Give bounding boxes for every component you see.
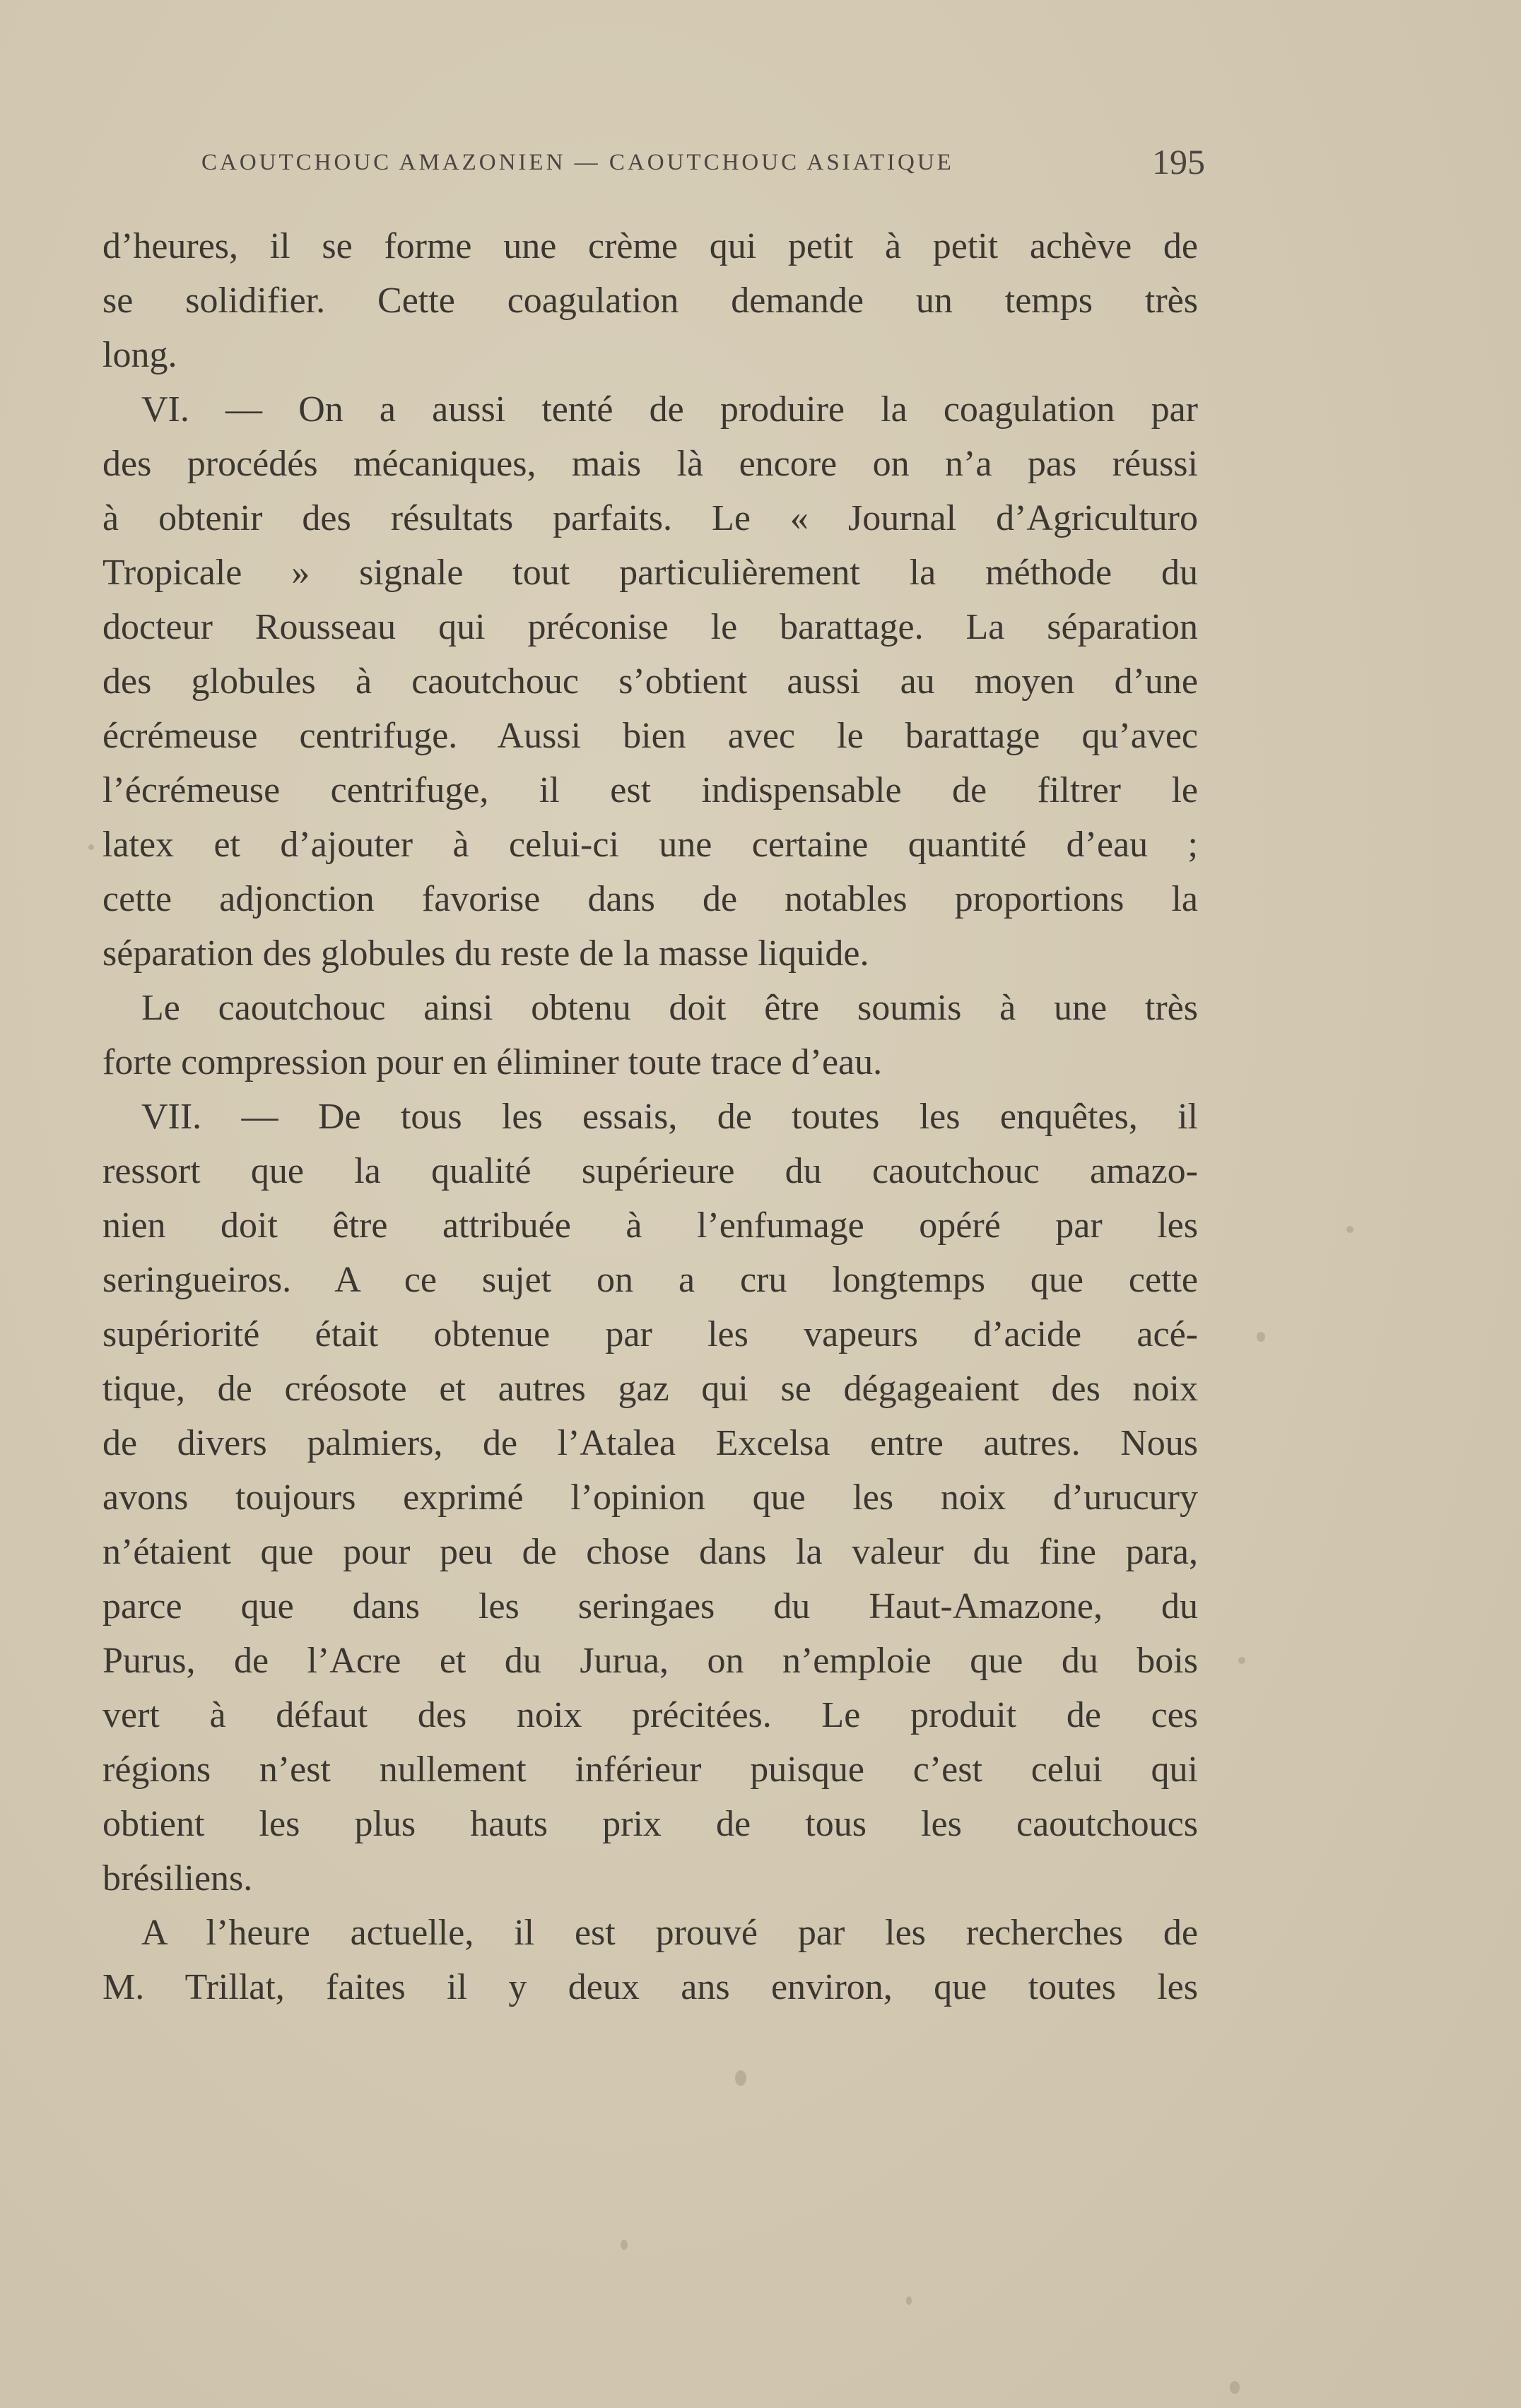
body-text: [102, 219, 1198, 2014]
text-line: cette adjonction favorise dans de notables proportions la: [102, 879, 1198, 919]
running-head: [201, 141, 1205, 184]
running-title: CAOUTCHOUC AMAZONIEN — CAOUTCHOUC ASIATIQUE: [201, 150, 954, 175]
text-line: à obtenir des résultats parfaits. Le « Journal d’Agriculturo: [102, 498, 1198, 538]
text-line: parce que dans les seringaes du Haut-Amazone, du: [102, 1586, 1198, 1627]
text-line: l’écrémeuse centrifuge, il est indispensable de filtrer le: [102, 770, 1198, 810]
text-line: latex et d’ajouter à celui-ci une certaine quantité d’eau ;: [102, 825, 1198, 865]
text-line: VI. — On a aussi tenté de produire la coagulation par: [141, 389, 1198, 430]
paper-speck: [1257, 1332, 1265, 1342]
text-line: d’heures, il se forme une crème qui petit à petit achève de: [102, 226, 1198, 266]
paper-speck: [88, 844, 94, 850]
paper-speck: [735, 2070, 746, 2086]
text-line: écrémeuse centrifuge. Aussi bien avec le barattage qu’avec: [102, 716, 1198, 756]
text-line: Purus, de l’Acre et du Jurua, on n’emploie que du bois: [102, 1641, 1198, 1681]
text-line: ressort que la qualité supérieure du caoutchouc amazo-: [102, 1151, 1198, 1191]
text-line: brésiliens.: [102, 1858, 253, 1899]
text-line: régions n’est nullement inférieur puisque c’est celui qui: [102, 1749, 1198, 1790]
paper-speck: [906, 2296, 912, 2305]
paper-speck: [1230, 2381, 1240, 2394]
text-line: Le caoutchouc ainsi obtenu doit être soumis à une très: [141, 988, 1198, 1028]
text-line: docteur Rousseau qui préconise le barattage. La séparation: [102, 607, 1198, 647]
text-line: long.: [102, 335, 177, 375]
text-line: de divers palmiers, de l’Atalea Excelsa entre autres. Nous: [102, 1423, 1198, 1463]
text-line: seringueiros. A ce sujet on a cru longtemps que cette: [102, 1260, 1198, 1300]
text-line: des globules à caoutchouc s’obtient aussi au moyen d’une: [102, 661, 1198, 702]
text-line: A l’heure actuelle, il est prouvé par les recherches de: [141, 1913, 1198, 1953]
paper-speck: [1238, 1657, 1245, 1664]
paper-speck: [621, 2240, 628, 2250]
text-line: M. Trillat, faites il y deux ans environ, que toutes les: [102, 1967, 1198, 2007]
text-line: Tropicale » signale tout particulièrement la méthode du: [102, 553, 1198, 593]
text-line: VII. — De tous les essais, de toutes les enquêtes, il: [141, 1097, 1198, 1137]
text-line: supériorité était obtenue par les vapeurs d’acide acé-: [102, 1314, 1198, 1354]
page-number: 195: [1152, 142, 1205, 182]
text-line: vert à défaut des noix précitées. Le produit de ces: [102, 1695, 1198, 1735]
text-line: tique, de créosote et autres gaz qui se dégageaient des noix: [102, 1369, 1198, 1409]
text-line: séparation des globules du reste de la masse liquide.: [102, 933, 869, 974]
paper-speck: [1346, 1226, 1353, 1233]
text-line: forte compression pour en éliminer toute trace d’eau.: [102, 1042, 883, 1082]
text-line: nien doit être attribuée à l’enfumage opéré par les: [102, 1205, 1198, 1246]
text-line: des procédés mécaniques, mais là encore on n’a pas réussi: [102, 444, 1198, 484]
text-line: avons toujours exprimé l’opinion que les noix d’urucury: [102, 1477, 1198, 1518]
text-line: obtient les plus hauts prix de tous les caoutchoucs: [102, 1804, 1198, 1844]
text-line: n’étaient que pour peu de chose dans la valeur du fine para,: [102, 1532, 1198, 1572]
text-line: se solidifier. Cette coagulation demande un temps très: [102, 281, 1198, 321]
